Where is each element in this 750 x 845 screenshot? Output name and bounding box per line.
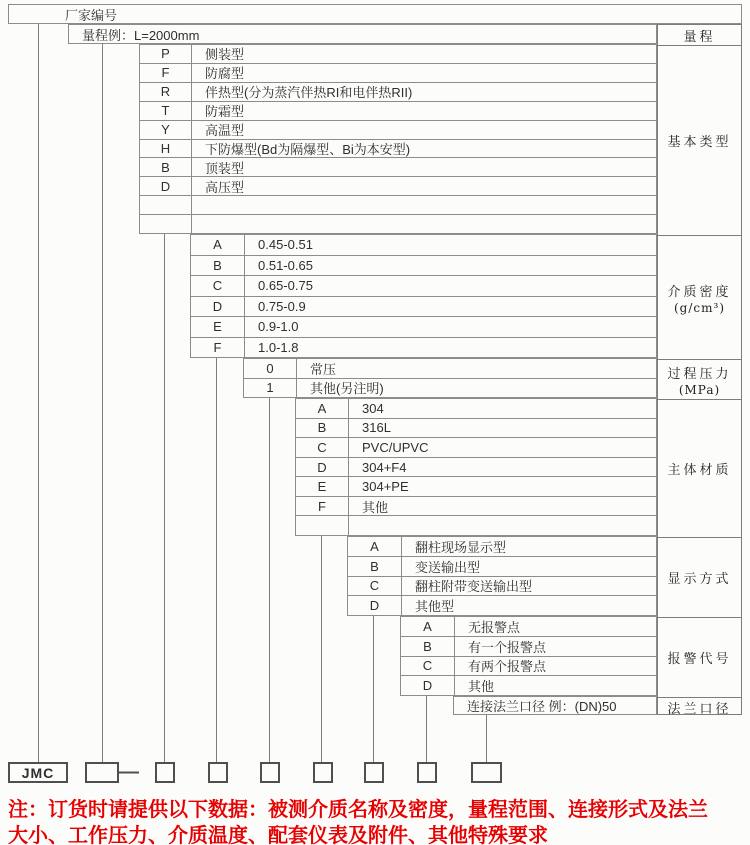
description-cell: 其他 [468,679,495,695]
connector-line [216,358,217,762]
description-cell: 0.51-0.65 [258,257,313,273]
description-cell: 高温型 [205,123,245,139]
table-row [140,120,656,139]
code-cell: A [296,399,349,418]
description-cell: 无报警点 [468,619,521,635]
code-cell: B [296,419,349,438]
table-row [401,675,656,695]
description-cell: 翻柱附带变送输出型 [415,579,533,595]
code-cell: A [348,537,402,556]
category-label-text: 主体材质 [667,463,732,478]
code-box-3 [208,762,228,783]
description-cell: 常压 [310,361,337,377]
category-label-text: 量程 [683,29,716,45]
description-cell: 其他 [362,499,389,515]
table-row [191,235,656,255]
connector-line [373,616,374,762]
order-note-line2: 大小、工作压力、介质温度、配套仪表及附件、其他特殊要求 [8,825,548,845]
table-row [348,537,656,556]
table-row [140,63,656,82]
table-row [454,697,656,714]
table-row [140,214,656,233]
manufacturer-code-box [8,4,742,24]
table-row [296,399,656,418]
description-cell: 0.75-0.9 [258,298,306,314]
connector-line [321,536,322,762]
category-label-medium-density [658,235,741,359]
manufacturer-code-label: 厂家编号 [65,7,118,23]
description-cell: 其他(另注明) [310,381,384,397]
category-label-text: 过程压力 [667,366,732,382]
code-box-5 [313,762,333,783]
category-label-display-mode [658,537,741,617]
connector-line [164,234,165,762]
code-cell: P [140,45,192,63]
category-label-range [658,25,741,45]
table-row [140,82,656,101]
table-row [296,496,656,516]
code-cell: A [401,617,455,636]
table-row [140,195,656,214]
code-cell: 1 [244,379,297,398]
code-box-6 [364,762,384,783]
code-cell: R [140,83,192,101]
code-cell: A [191,235,245,255]
description-cell [349,516,656,535]
description-cell: 高压型 [205,179,245,195]
code-cell: B [140,158,192,176]
code-cell: F [191,338,245,358]
description-cell: 有一个报警点 [468,639,547,655]
section-display-mode-table [347,536,657,616]
table-row [191,296,656,317]
table-row [191,275,656,296]
code-cell: B [348,557,402,576]
code-cell: T [140,102,192,120]
table-row [401,617,656,636]
category-label-basic-type [658,45,741,235]
table-row [348,576,656,596]
description-cell: 304+F4 [362,459,407,475]
connector-line [38,24,39,762]
table-row [296,457,656,477]
description-cell: 其他型 [415,599,455,615]
connector-line [426,696,427,762]
code-box-4 [260,762,280,783]
code-cell: D [296,458,349,477]
category-label-flange-size [658,697,741,716]
table-row [191,337,656,358]
table-row [348,556,656,576]
code-cell: E [296,477,349,496]
section-medium-density-table [190,234,657,358]
description-cell: 304 [362,400,384,416]
range-example-label: 量程例：L=2000mm [82,27,200,43]
table-row [191,316,656,337]
table-row [348,595,656,615]
connector-line [486,715,487,762]
model-prefix-box [8,762,68,783]
code-cell [140,196,192,214]
description-cell: 防霜型 [205,104,245,120]
description-cell: 304+PE [362,479,409,495]
code-box-8 [471,762,502,783]
section-basic-type-table [139,44,657,234]
connector-line [269,398,270,762]
code-cell: D [348,596,402,615]
table-row [401,656,656,676]
code-cell: B [401,637,455,656]
category-label-text: 基本类型 [667,135,732,150]
description-cell: 变送输出型 [415,559,481,575]
category-label-text: 报警代号 [667,652,732,667]
code-cell [140,215,192,233]
category-label-body-material [658,399,741,537]
code-cell: Y [140,121,192,139]
table-row [401,636,656,656]
connector-line [102,44,103,762]
description-cell: 下防爆型(Bd为隔爆型、Bi为本安型) [205,141,411,157]
table-row [140,45,656,63]
description-cell: 1.0-1.8 [258,339,299,355]
description-cell: 侧装型 [205,47,245,63]
model-prefix-label: JMC [21,764,55,781]
table-row [191,255,656,276]
code-cell: D [140,177,192,195]
table-row [140,139,656,158]
section-body-material-table [295,398,657,536]
table-row [296,418,656,438]
description-cell: 防腐型 [205,66,245,82]
code-cell: F [296,497,349,516]
code-box-2 [155,762,175,783]
description-cell: 连接法兰口径 例：(DN)50 [467,699,617,714]
description-cell [192,215,656,233]
code-cell: C [191,276,245,296]
category-label-process-pressure [658,359,741,399]
description-cell: 316L [362,420,391,436]
code-cell: D [401,676,455,695]
code-cell [296,516,349,535]
description-cell: 伴热型(分为蒸汽伴热RI和电伴热RII) [205,85,413,101]
table-row [296,515,656,535]
category-label-text: 法兰口径 [667,701,732,717]
category-label-text: 介质密度 [667,284,732,300]
code-cell: C [401,657,455,676]
category-label-unit: (MPa) [678,382,721,397]
description-cell: 0.9-1.0 [258,319,299,335]
category-label-alarm-code [658,617,741,697]
code-cell: C [348,577,402,596]
description-cell: 0.65-0.75 [258,278,313,294]
category-column [657,24,742,715]
code-cell: 0 [244,359,297,378]
code-box-7 [417,762,437,783]
description-cell: 有两个报警点 [468,659,547,675]
order-note [8,797,708,845]
table-row [244,359,656,378]
range-example-box [68,24,657,44]
table-row [140,101,656,120]
code-cell: C [296,438,349,457]
table-row [244,378,656,398]
code-cell: F [140,64,192,82]
category-label-text: 显示方式 [667,572,732,587]
separator-dash: — [119,761,139,783]
table-row [296,476,656,496]
description-cell: 翻柱现场显示型 [415,539,507,555]
description-cell [192,196,656,214]
table-row [140,176,656,195]
description-cell: 顶装型 [205,160,245,176]
category-label-unit: (g/cm³) [674,300,725,315]
description-cell: PVC/UPVC [362,439,429,455]
code-cell: D [191,297,245,317]
code-cell: E [191,317,245,337]
order-note-line1: 注：订货时请提供以下数据：被测介质名称及密度，量程范围、连接形式及法兰 [8,799,708,821]
description-cell: 0.45-0.51 [258,237,313,253]
section-alarm-code-table [400,616,657,696]
code-cell: B [191,256,245,276]
table-row [140,157,656,176]
table-row [296,437,656,457]
section-process-pressure-table [243,358,657,398]
code-cell: H [140,140,192,158]
section-flange-size-table [453,696,657,715]
